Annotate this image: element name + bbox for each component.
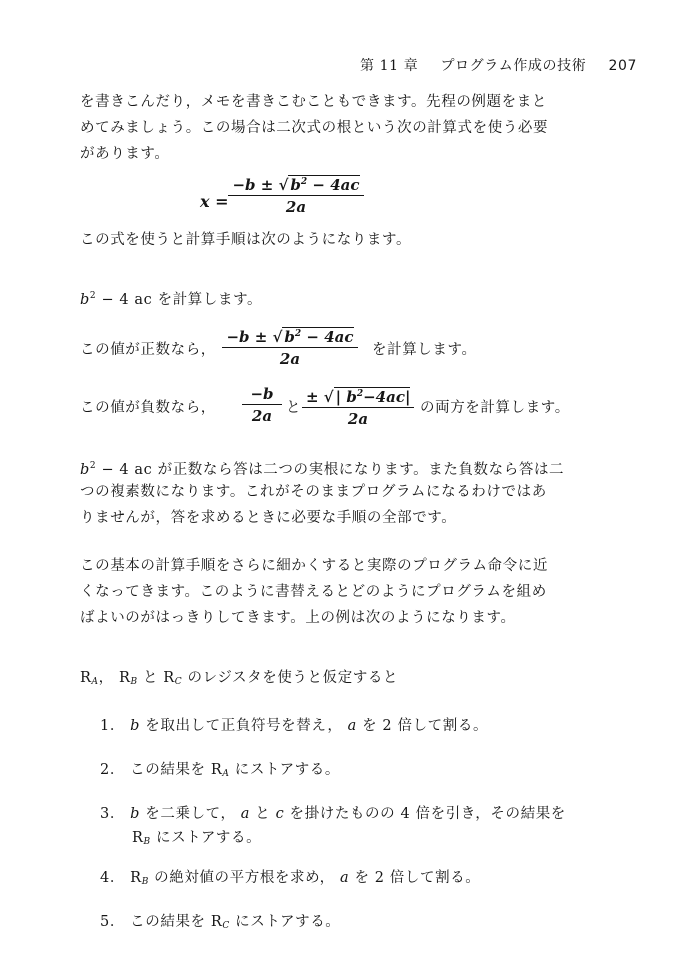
step-number: 1． [100,718,125,734]
positive-radicand-b: b [284,328,295,346]
positive-case-fraction [222,324,358,370]
list-item [100,712,488,740]
registers-and: と [142,670,159,686]
register-c-sub: C [174,677,183,687]
step-text: にストアする。 [155,830,262,846]
formula-radicand-b: b [290,176,301,194]
step-number: 2． [100,762,125,778]
quadratic-formula [228,172,364,218]
intro-line-3: があります。 [80,146,170,162]
procedure-intro: この式を使うと計算手順は次のようになります。 [80,232,412,248]
detail-line-1: この基本の計算手順をさらに細かくすると実際のプログラム命令に近 [80,558,548,574]
roots-b: b [80,462,90,478]
negative-frac2-exp: 2 [356,389,364,399]
negative-fraction-1 [242,384,282,427]
step-register: R [132,830,144,846]
detail-line-3: ばよいのがはっきりしてきます。上の例は次のようになります。 [80,610,516,626]
step-number: 4． [100,870,125,886]
list-item [100,756,340,788]
registers-intro-rest: のレジスタを使うと仮定すると [187,670,399,686]
negative-frac2-numerator [302,384,414,408]
step-var-a: a [240,806,251,822]
step-text: を 2 倍して割る。 [362,718,489,734]
running-header [360,52,637,80]
radical-icon: √ [278,176,289,194]
list-item-continuation [132,824,261,856]
registers-intro [80,664,398,696]
negative-case-prefix: この値が負数なら， [80,400,216,416]
register-b: R [118,670,131,686]
negative-fraction-2 [302,384,414,430]
step-register: R [130,870,142,886]
step-var-b: b [130,806,141,822]
register-c: R [163,670,175,686]
formula-denominator: 2a [285,198,307,216]
step-var-a: a [347,718,357,734]
step-var-a: a [339,870,350,886]
step-text: この結果を [130,762,211,778]
step-text: を掛けたものの 4 倍を引き，その結果を [289,806,566,822]
step-register-sub: B [143,837,151,847]
step-b2-b: b [80,292,90,308]
step-text: を取出して正負符号を替え， [145,718,343,734]
step-register-sub: B [141,877,149,887]
positive-radicand-rest: − 4ac [306,328,354,346]
positive-radicand [282,327,353,346]
negative-frac1-numerator: −b [242,384,282,405]
intro-line-1: を書きこんだり，メモを書きこむこともできます。先程の例題をまと [80,94,547,110]
step-text: の絶対値の平方根を求め， [154,870,335,886]
negative-frac2-radicand [334,387,411,406]
step-text: と [255,806,271,822]
step-var-b: b [130,718,141,734]
formula-num-prefix: −b ± [232,176,274,194]
step-text: にストアする。 [234,762,340,778]
step-number: 3． [100,806,125,822]
step-register-sub: A [222,769,230,779]
positive-denominator: 2a [279,350,301,368]
radical-icon: √ [272,328,283,346]
detail-line-2: くなってきます。このように書替えるとどのようにプログラムを組め [80,584,547,600]
positive-case-prefix: この値が正数なら， [80,342,216,358]
formula-numerator [228,172,364,196]
positive-case-suffix: を計算します。 [372,342,477,358]
page-number: 207 [608,58,637,74]
list-item [100,864,480,896]
intro-line-2: めてみましょう。この場合は二次式の根という次の計算式を使う必要 [80,120,549,136]
step-register: R [210,914,223,930]
negative-frac2-rest: −4ac| [363,388,411,406]
negative-frac2-denominator: 2a [347,410,369,428]
positive-num-prefix: −b ± [226,328,268,346]
negative-case-suffix: の両方を計算します。 [420,400,570,416]
step-number: 5． [100,914,125,930]
register-b-sub: B [130,677,138,687]
step-b2-exp: 2 [89,291,97,301]
formula-lhs: x = [200,192,229,211]
chapter-label: 第 11 章 [360,58,419,74]
positive-radicand-exp: 2 [294,329,302,339]
step-b2-line [80,282,262,314]
roots-line-2: つの複素数になります。これがそのままプログラムになるわけではあ [80,484,547,500]
formula-radicand-exp: 2 [300,177,308,187]
list-item [100,908,340,940]
negative-case-and: と [286,400,302,416]
roots-exp: 2 [89,461,97,471]
negative-frac2-abs: | b [335,388,357,406]
positive-numerator [222,324,358,348]
register-a-sub: A [91,677,99,687]
step-register: R [210,762,223,778]
chapter-title: プログラム作成の技術 [440,58,587,74]
step-var-c: c [275,806,285,822]
registers-separator: ， [98,670,114,686]
formula-radicand-rest: − 4ac [312,176,360,194]
step-register-sub: C [222,921,230,931]
step-text: を 2 倍して割る。 [354,870,481,886]
roots-line-3: りませんが，答を求めるときに必要な手順の全部です。 [80,510,457,526]
register-a: R [80,670,92,686]
negative-frac2-prefix: ± √ [306,388,334,406]
formula-radicand [288,175,359,194]
step-text: この結果を [130,914,211,930]
roots-rest: − 4 ac が正数なら答は二つの実根になります。また負数なら答は二 [101,462,565,478]
step-text: にストアする。 [235,914,341,930]
negative-frac1-denominator: 2a [251,407,273,425]
step-b2-rest: − 4 ac を計算します。 [101,292,263,308]
step-text: を二乗して， [145,806,236,822]
